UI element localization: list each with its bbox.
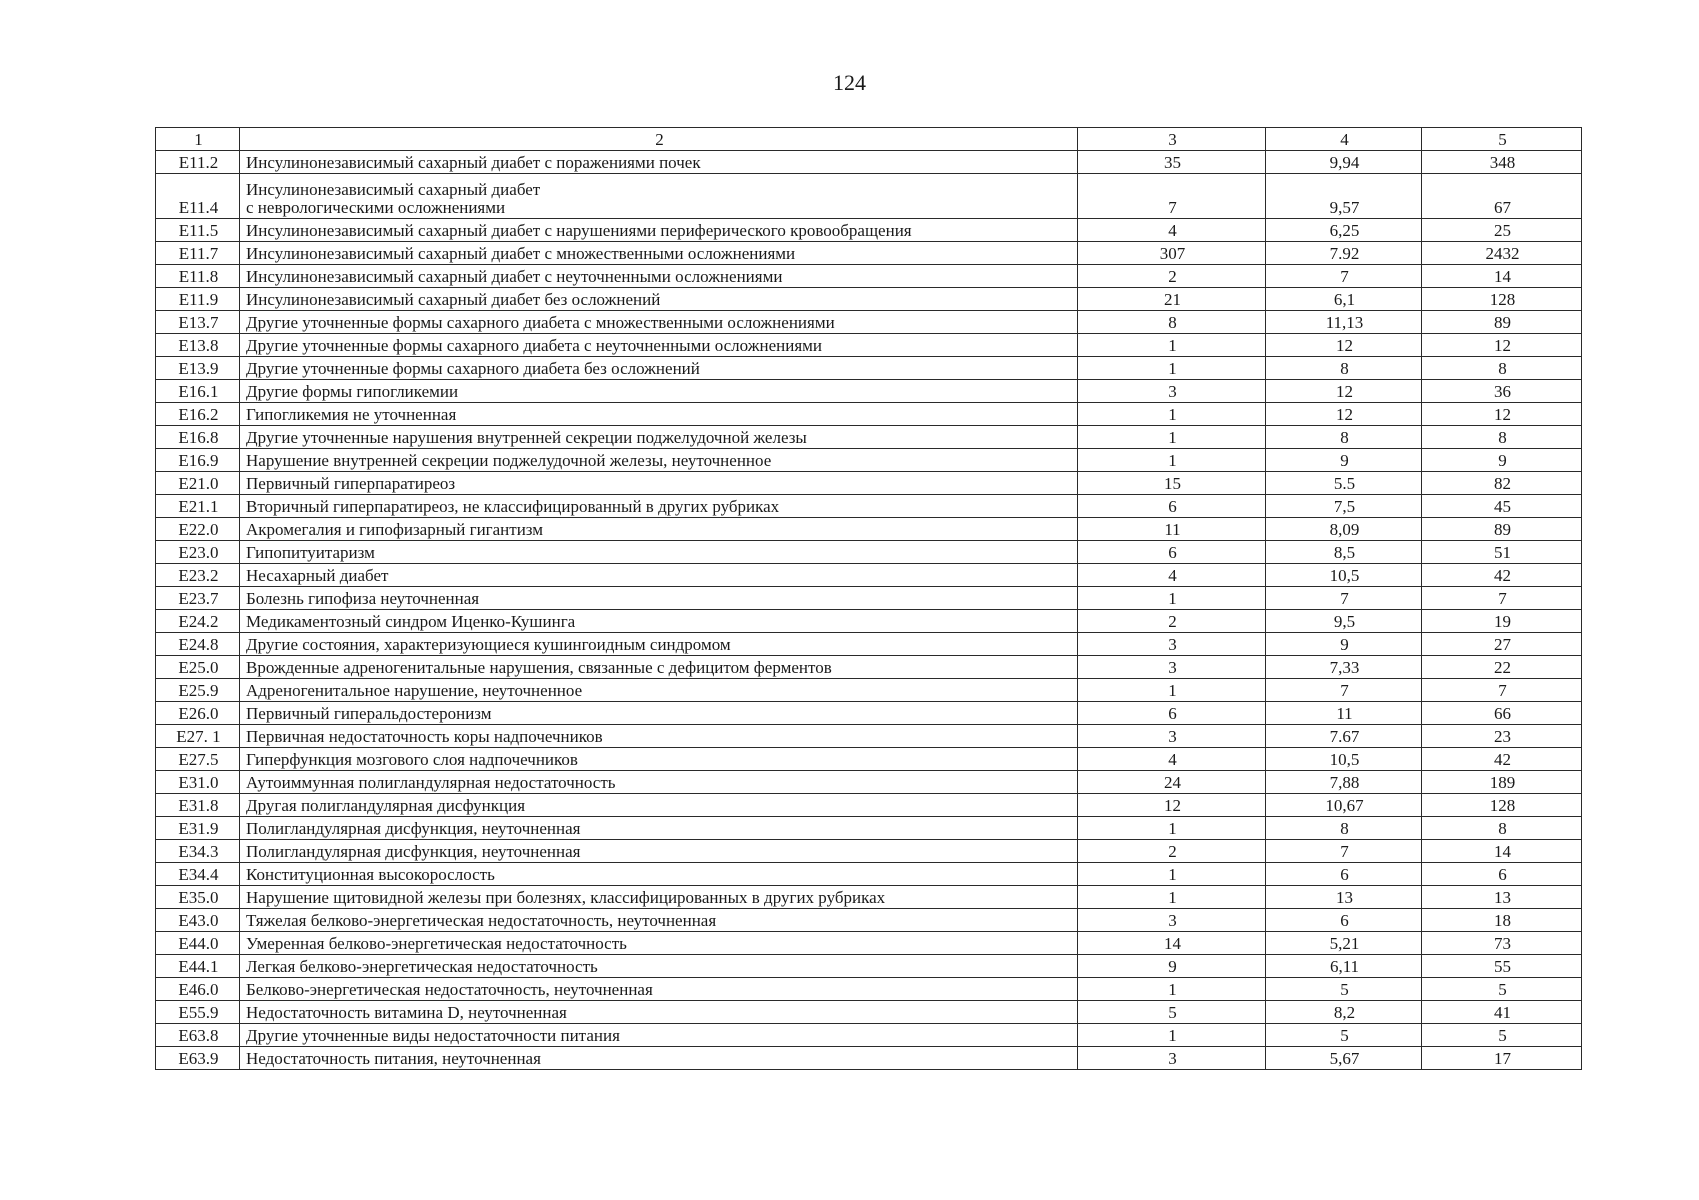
table-row — [156, 541, 1582, 564]
diagnosis-code-cell: E27.5 — [156, 748, 240, 771]
diagnosis-name-cell: Инсулинонезависимый сахарный диабет с нарушениями периферического кровообращения — [240, 219, 1078, 242]
diagnosis-name-cell: Умеренная белково-энергетическая недостаточность — [240, 932, 1078, 955]
column-4-cell: 5,67 — [1266, 1047, 1422, 1070]
table-row — [156, 334, 1582, 357]
column-4-cell: 12 — [1266, 380, 1422, 403]
table-row — [156, 288, 1582, 311]
column-3-cell: 9 — [1078, 955, 1266, 978]
column-3-cell: 21 — [1078, 288, 1266, 311]
diagnosis-code-cell: E34.3 — [156, 840, 240, 863]
table-row — [156, 426, 1582, 449]
column-5-cell: 45 — [1422, 495, 1582, 518]
diagnosis-code-cell: E21.1 — [156, 495, 240, 518]
column-3-cell: 1 — [1078, 334, 1266, 357]
table-row — [156, 472, 1582, 495]
diagnosis-name-cell: Инсулинонезависимый сахарный диабет без осложнений — [240, 288, 1078, 311]
diagnosis-code-cell: E27. 1 — [156, 725, 240, 748]
column-4-cell: 6 — [1266, 909, 1422, 932]
page-number: 124 — [833, 70, 866, 95]
column-4-cell: 9,57 — [1266, 174, 1422, 219]
column-4-cell: 11 — [1266, 702, 1422, 725]
column-3-cell: 3 — [1078, 725, 1266, 748]
diagnosis-table — [155, 127, 1582, 1070]
column-4-cell: 9 — [1266, 449, 1422, 472]
column-5-cell: 51 — [1422, 541, 1582, 564]
diagnosis-code-cell: E31.8 — [156, 794, 240, 817]
column-3-cell: 1 — [1078, 357, 1266, 380]
column-4-cell: 9,5 — [1266, 610, 1422, 633]
column-5-cell: 189 — [1422, 771, 1582, 794]
diagnosis-name-cell: Инсулинонезависимый сахарный диабет с поражениями почек — [240, 151, 1078, 174]
diagnosis-name-cell: Белково-энергетическая недостаточность, неуточненная — [240, 978, 1078, 1001]
column-4-cell: 9,94 — [1266, 151, 1422, 174]
column-5-cell: 7 — [1422, 587, 1582, 610]
table-row — [156, 771, 1582, 794]
column-4-cell: 8,2 — [1266, 1001, 1422, 1024]
column-header: 5 — [1422, 128, 1582, 151]
column-5-cell: 8 — [1422, 817, 1582, 840]
column-5-cell: 66 — [1422, 702, 1582, 725]
column-4-cell: 7 — [1266, 840, 1422, 863]
diagnosis-code-cell: E26.0 — [156, 702, 240, 725]
column-5-cell: 12 — [1422, 334, 1582, 357]
column-4-cell: 8,09 — [1266, 518, 1422, 541]
column-4-cell: 7 — [1266, 265, 1422, 288]
diagnosis-code-cell: E55.9 — [156, 1001, 240, 1024]
column-5-cell: 14 — [1422, 840, 1582, 863]
diagnosis-name-cell: Первичная недостаточность коры надпочечников — [240, 725, 1078, 748]
column-3-cell: 1 — [1078, 886, 1266, 909]
column-3-cell: 5 — [1078, 1001, 1266, 1024]
column-5-cell: 41 — [1422, 1001, 1582, 1024]
column-4-cell: 6 — [1266, 863, 1422, 886]
diagnosis-code-cell: E16.1 — [156, 380, 240, 403]
column-4-cell: 5,21 — [1266, 932, 1422, 955]
column-3-cell: 1 — [1078, 403, 1266, 426]
diagnosis-code-cell: E13.7 — [156, 311, 240, 334]
column-5-cell: 7 — [1422, 679, 1582, 702]
table-row — [156, 702, 1582, 725]
diagnosis-name-cell: Другая полигландулярная дисфункция — [240, 794, 1078, 817]
diagnosis-name-cell: Вторичный гиперпаратиреоз, не классифицированный в других рубриках — [240, 495, 1078, 518]
table-row — [156, 932, 1582, 955]
table-row — [156, 587, 1582, 610]
table-row — [156, 265, 1582, 288]
table-row — [156, 978, 1582, 1001]
column-header: 2 — [240, 128, 1078, 151]
diagnosis-code-cell: E22.0 — [156, 518, 240, 541]
column-5-cell: 14 — [1422, 265, 1582, 288]
diagnosis-name-cell: Адреногенитальное нарушение, неуточненное — [240, 679, 1078, 702]
table-row — [156, 449, 1582, 472]
table-row — [156, 1024, 1582, 1047]
diagnosis-code-cell: E63.8 — [156, 1024, 240, 1047]
column-3-cell: 307 — [1078, 242, 1266, 265]
column-3-cell: 6 — [1078, 495, 1266, 518]
column-4-cell: 8 — [1266, 426, 1422, 449]
diagnosis-name-cell: Полигландулярная дисфункция, неуточненная — [240, 840, 1078, 863]
column-3-cell: 2 — [1078, 265, 1266, 288]
column-5-cell: 42 — [1422, 748, 1582, 771]
diagnosis-code-cell: E24.2 — [156, 610, 240, 633]
column-5-cell: 9 — [1422, 449, 1582, 472]
column-4-cell: 9 — [1266, 633, 1422, 656]
diagnosis-name-cell: Другие уточненные виды недостаточности питания — [240, 1024, 1078, 1047]
table-row — [156, 380, 1582, 403]
column-5-cell: 89 — [1422, 311, 1582, 334]
diagnosis-name-cell: Недостаточность витамина D, неуточненная — [240, 1001, 1078, 1024]
table-row — [156, 679, 1582, 702]
table-row — [156, 748, 1582, 771]
diagnosis-name-cell: Полигландулярная дисфункция, неуточненная — [240, 817, 1078, 840]
diagnosis-code-cell: E43.0 — [156, 909, 240, 932]
column-4-cell: 5 — [1266, 978, 1422, 1001]
column-5-cell: 89 — [1422, 518, 1582, 541]
diagnosis-code-cell: E11.9 — [156, 288, 240, 311]
diagnosis-code-cell: E44.1 — [156, 955, 240, 978]
column-4-cell: 6,11 — [1266, 955, 1422, 978]
column-3-cell: 3 — [1078, 1047, 1266, 1070]
table-row — [156, 403, 1582, 426]
table-row — [156, 311, 1582, 334]
table-row — [156, 794, 1582, 817]
column-5-cell: 2432 — [1422, 242, 1582, 265]
column-3-cell: 15 — [1078, 472, 1266, 495]
column-5-cell: 18 — [1422, 909, 1582, 932]
table-row — [156, 863, 1582, 886]
diagnosis-code-cell: E25.9 — [156, 679, 240, 702]
column-5-cell: 8 — [1422, 357, 1582, 380]
diagnosis-code-cell: E16.2 — [156, 403, 240, 426]
column-3-cell: 3 — [1078, 633, 1266, 656]
diagnosis-code-cell: E11.5 — [156, 219, 240, 242]
diagnosis-code-cell: E23.0 — [156, 541, 240, 564]
diagnosis-name-cell: Аутоиммунная полигландулярная недостаточность — [240, 771, 1078, 794]
table-row — [156, 1047, 1582, 1070]
column-5-cell: 36 — [1422, 380, 1582, 403]
column-4-cell: 5 — [1266, 1024, 1422, 1047]
table-row — [156, 725, 1582, 748]
table-row — [156, 1001, 1582, 1024]
column-5-cell: 12 — [1422, 403, 1582, 426]
column-3-cell: 1 — [1078, 978, 1266, 1001]
diagnosis-name-cell: Другие уточненные нарушения внутренней секреции поджелудочной железы — [240, 426, 1078, 449]
column-5-cell: 128 — [1422, 288, 1582, 311]
column-5-cell: 5 — [1422, 1024, 1582, 1047]
diagnosis-name-cell: Другие состояния, характеризующиеся кушингоидным синдромом — [240, 633, 1078, 656]
diagnosis-name-cell: Конституционная высокорослость — [240, 863, 1078, 886]
diagnosis-code-cell: E11.2 — [156, 151, 240, 174]
diagnosis-name-cell: Гиперфункция мозгового слоя надпочечников — [240, 748, 1078, 771]
diagnosis-name-cell: Другие уточненные формы сахарного диабета с множественными осложнениями — [240, 311, 1078, 334]
table-row — [156, 909, 1582, 932]
column-4-cell: 8 — [1266, 357, 1422, 380]
column-3-cell: 4 — [1078, 564, 1266, 587]
column-3-cell: 14 — [1078, 932, 1266, 955]
diagnosis-code-cell: E16.8 — [156, 426, 240, 449]
column-4-cell: 8 — [1266, 817, 1422, 840]
column-3-cell: 8 — [1078, 311, 1266, 334]
table-row — [156, 518, 1582, 541]
diagnosis-code-cell: E21.0 — [156, 472, 240, 495]
diagnosis-name-cell: Другие формы гипогликемии — [240, 380, 1078, 403]
diagnosis-code-cell: E34.4 — [156, 863, 240, 886]
column-3-cell: 1 — [1078, 426, 1266, 449]
diagnosis-code-cell: E23.7 — [156, 587, 240, 610]
column-5-cell: 348 — [1422, 151, 1582, 174]
column-4-cell: 12 — [1266, 334, 1422, 357]
column-4-cell: 7 — [1266, 679, 1422, 702]
column-3-cell: 1 — [1078, 449, 1266, 472]
diagnosis-name-cell: Несахарный диабет — [240, 564, 1078, 587]
diagnosis-code-cell: E63.9 — [156, 1047, 240, 1070]
table-row — [156, 840, 1582, 863]
column-3-cell: 4 — [1078, 219, 1266, 242]
diagnosis-name-cell: Акромегалия и гипофизарный гигантизм — [240, 518, 1078, 541]
diagnosis-code-cell: E16.9 — [156, 449, 240, 472]
column-3-cell: 3 — [1078, 909, 1266, 932]
table-row — [156, 817, 1582, 840]
table-row — [156, 610, 1582, 633]
column-3-cell: 1 — [1078, 587, 1266, 610]
column-4-cell: 10,5 — [1266, 564, 1422, 587]
diagnosis-name-cell: Инсулинонезависимый сахарный диабет с множественными осложнениями — [240, 242, 1078, 265]
diagnosis-name-cell: Гипопитуитаризм — [240, 541, 1078, 564]
diagnosis-name-cell: Нарушение щитовидной железы при болезнях, классифицированных в других рубриках — [240, 886, 1078, 909]
table-header-row — [156, 128, 1582, 151]
column-3-cell: 6 — [1078, 702, 1266, 725]
table-row — [156, 495, 1582, 518]
table-row — [156, 633, 1582, 656]
diagnosis-code-cell: E31.9 — [156, 817, 240, 840]
column-4-cell: 7.92 — [1266, 242, 1422, 265]
column-header: 3 — [1078, 128, 1266, 151]
column-3-cell: 35 — [1078, 151, 1266, 174]
diagnosis-code-cell: E11.7 — [156, 242, 240, 265]
column-5-cell: 22 — [1422, 656, 1582, 679]
column-4-cell: 7,5 — [1266, 495, 1422, 518]
diagnosis-code-cell: E24.8 — [156, 633, 240, 656]
column-5-cell: 6 — [1422, 863, 1582, 886]
diagnosis-code-cell: E44.0 — [156, 932, 240, 955]
column-5-cell: 128 — [1422, 794, 1582, 817]
column-5-cell: 23 — [1422, 725, 1582, 748]
column-5-cell: 8 — [1422, 426, 1582, 449]
diagnosis-code-cell: E13.8 — [156, 334, 240, 357]
column-5-cell: 42 — [1422, 564, 1582, 587]
column-3-cell: 11 — [1078, 518, 1266, 541]
column-4-cell: 7,33 — [1266, 656, 1422, 679]
column-header: 4 — [1266, 128, 1422, 151]
table-row — [156, 886, 1582, 909]
column-3-cell: 1 — [1078, 817, 1266, 840]
diagnosis-code-cell: E46.0 — [156, 978, 240, 1001]
column-4-cell: 10,5 — [1266, 748, 1422, 771]
diagnosis-code-cell: E11.4 — [156, 174, 240, 219]
diagnosis-name-cell: Первичный гиперпаратиреоз — [240, 472, 1078, 495]
column-4-cell: 10,67 — [1266, 794, 1422, 817]
diagnosis-name-cell: Легкая белково-энергетическая недостаточность — [240, 955, 1078, 978]
column-header: 1 — [156, 128, 240, 151]
diagnosis-name-cell: Тяжелая белково-энергетическая недостаточность, неуточненная — [240, 909, 1078, 932]
diagnosis-code-cell: E23.2 — [156, 564, 240, 587]
column-5-cell: 73 — [1422, 932, 1582, 955]
column-5-cell: 17 — [1422, 1047, 1582, 1070]
table-row — [156, 955, 1582, 978]
diagnosis-name-cell: Медикаментозный синдром Иценко-Кушинга — [240, 610, 1078, 633]
column-5-cell: 13 — [1422, 886, 1582, 909]
column-5-cell: 5 — [1422, 978, 1582, 1001]
column-4-cell: 12 — [1266, 403, 1422, 426]
diagnosis-code-cell: E31.0 — [156, 771, 240, 794]
column-3-cell: 6 — [1078, 541, 1266, 564]
column-4-cell: 5.5 — [1266, 472, 1422, 495]
diagnosis-code-cell: E25.0 — [156, 656, 240, 679]
table-row — [156, 219, 1582, 242]
column-3-cell: 4 — [1078, 748, 1266, 771]
column-3-cell: 24 — [1078, 771, 1266, 794]
table-row — [156, 564, 1582, 587]
column-4-cell: 6,25 — [1266, 219, 1422, 242]
column-5-cell: 27 — [1422, 633, 1582, 656]
column-4-cell: 8,5 — [1266, 541, 1422, 564]
diagnosis-code-cell: E13.9 — [156, 357, 240, 380]
column-3-cell: 12 — [1078, 794, 1266, 817]
column-5-cell: 55 — [1422, 955, 1582, 978]
column-5-cell: 25 — [1422, 219, 1582, 242]
column-5-cell: 19 — [1422, 610, 1582, 633]
column-3-cell: 1 — [1078, 863, 1266, 886]
diagnosis-name-cell: Инсулинонезависимый сахарный диабет с неврологическими осложнениями — [240, 174, 1078, 219]
diagnosis-name-cell: Гипогликемия не уточненная — [240, 403, 1078, 426]
column-3-cell: 3 — [1078, 380, 1266, 403]
diagnosis-code-cell: E35.0 — [156, 886, 240, 909]
column-5-cell: 67 — [1422, 174, 1582, 219]
table-row — [156, 174, 1582, 219]
column-5-cell: 82 — [1422, 472, 1582, 495]
table-row — [156, 242, 1582, 265]
column-3-cell: 7 — [1078, 174, 1266, 219]
diagnosis-name-cell: Нарушение внутренней секреции поджелудочной железы, неуточненное — [240, 449, 1078, 472]
column-3-cell: 3 — [1078, 656, 1266, 679]
table-row — [156, 151, 1582, 174]
column-4-cell: 7,88 — [1266, 771, 1422, 794]
diagnosis-name-cell: Болезнь гипофиза неуточненная — [240, 587, 1078, 610]
diagnosis-name-cell: Другие уточненные формы сахарного диабета без осложнений — [240, 357, 1078, 380]
table-body — [156, 128, 1582, 1070]
column-4-cell: 7 — [1266, 587, 1422, 610]
column-3-cell: 1 — [1078, 679, 1266, 702]
diagnosis-name-cell: Первичный гиперальдостеронизм — [240, 702, 1078, 725]
column-3-cell: 1 — [1078, 1024, 1266, 1047]
column-4-cell: 6,1 — [1266, 288, 1422, 311]
table-row — [156, 656, 1582, 679]
column-3-cell: 2 — [1078, 610, 1266, 633]
diagnosis-name-cell: Недостаточность питания, неуточненная — [240, 1047, 1078, 1070]
diagnosis-code-cell: E11.8 — [156, 265, 240, 288]
column-4-cell: 13 — [1266, 886, 1422, 909]
column-4-cell: 7.67 — [1266, 725, 1422, 748]
column-4-cell: 11,13 — [1266, 311, 1422, 334]
column-3-cell: 2 — [1078, 840, 1266, 863]
table-row — [156, 357, 1582, 380]
diagnosis-name-cell: Врожденные адреногенитальные нарушения, связанные с дефицитом ферментов — [240, 656, 1078, 679]
diagnosis-name-cell: Инсулинонезависимый сахарный диабет с неуточненными осложнениями — [240, 265, 1078, 288]
diagnosis-name-cell: Другие уточненные формы сахарного диабета с неуточненными осложнениями — [240, 334, 1078, 357]
